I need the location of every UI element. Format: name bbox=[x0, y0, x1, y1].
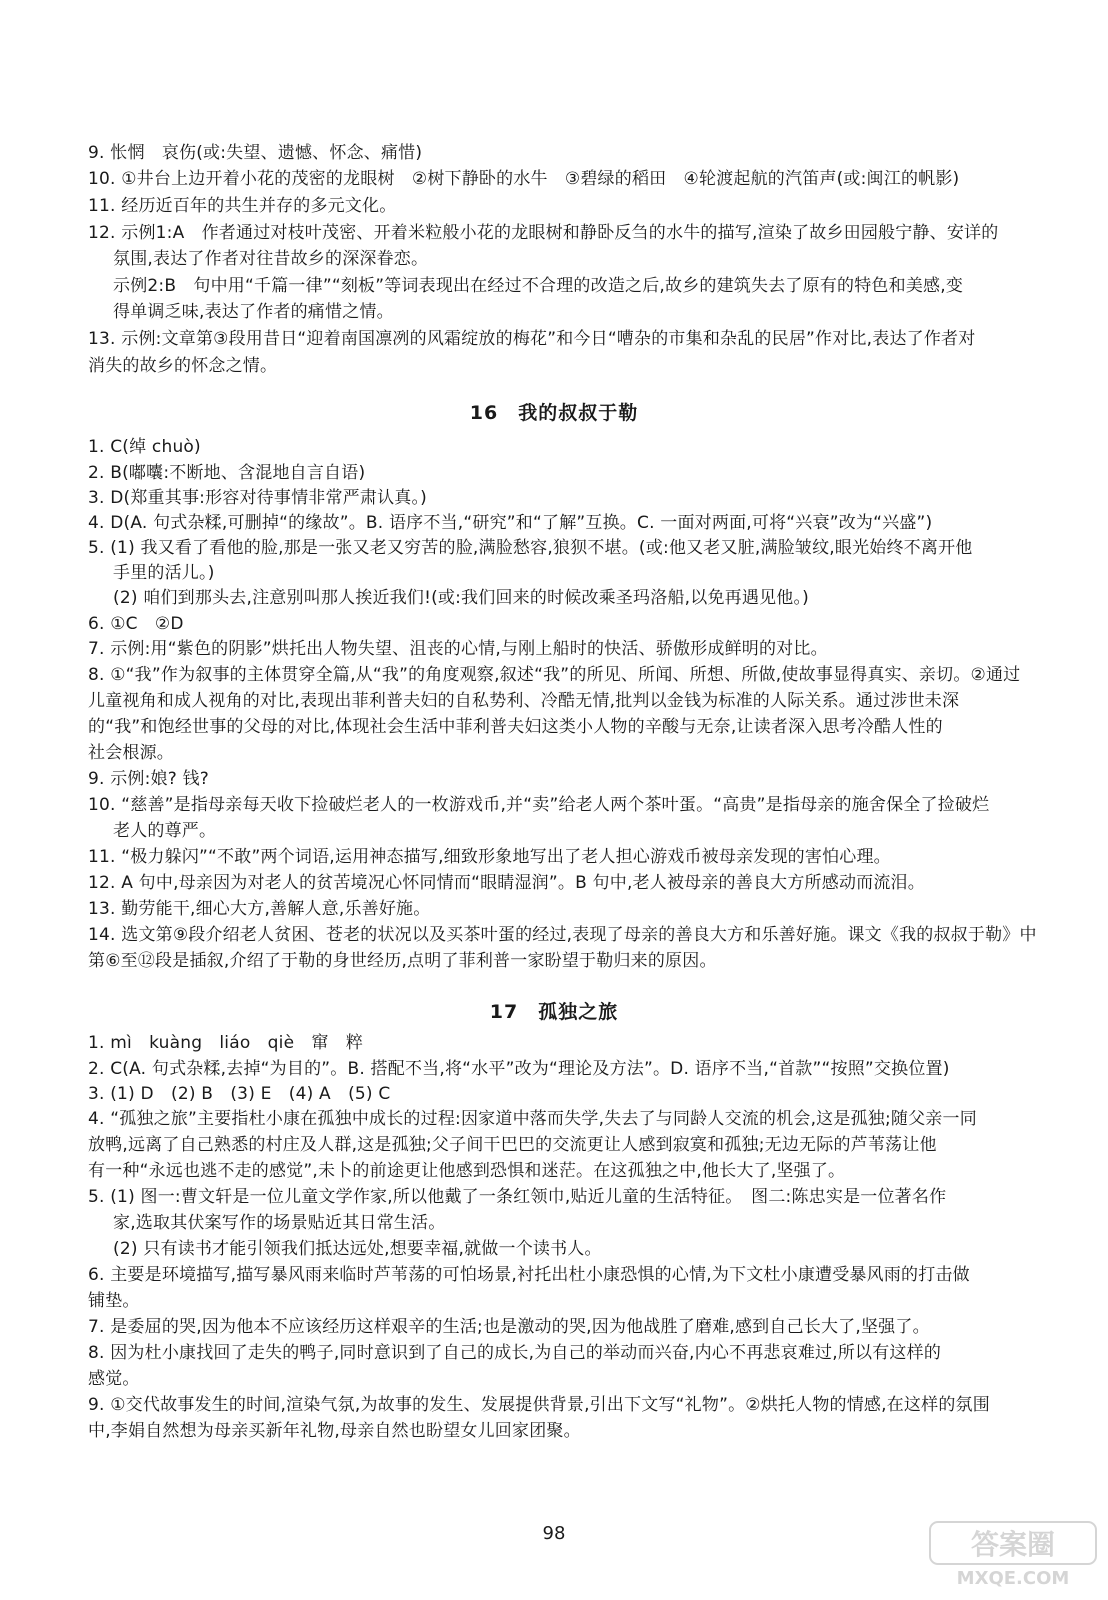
answer-line: 2. C(A. 句式杂糅,去掉“为目的”。B. 搭配不当,将“水平”改为“理论及方法”。D. 语序不当,“首款”“按照”交换位置) bbox=[88, 1059, 950, 1079]
answer-line: 9. ①交代故事发生的时间,渲染气氛,为故事的发生、发展提供背景,引出下文写“礼物”。②烘托人物的情感,在这样的氛围 bbox=[88, 1395, 990, 1415]
answer-line: 13. 勤劳能干,细心大方,善解人意,乐善好施。 bbox=[88, 899, 431, 919]
answer-line: 7. 是委屈的哭,因为他本不应该经历这样艰辛的生活;也是激动的哭,因为他战胜了磨难,感到自己长大了,坚强了。 bbox=[88, 1317, 930, 1337]
answer-line: 示例2:B 句中用“千篇一律”“刻板”等词表现出在经过不合理的改造之后,故乡的建筑失去了原有的特色和美感,变 bbox=[113, 276, 964, 296]
answer-line: 1. mì kuàng liáo qiè 窜 粹 bbox=[88, 1033, 364, 1053]
answer-line: 得单调乏味,表达了作者的痛惜之情。 bbox=[113, 302, 394, 322]
answer-line: 4. D(A. 句式杂糅,可删掉“的缘故”。B. 语序不当,“研究”和“了解”互换。C. 一面对两面,可将“兴衰”改为“兴盛”) bbox=[88, 513, 933, 533]
section-16-title: 16 我的叔叔于勒 bbox=[469, 402, 639, 424]
answer-line: 14. 选文第⑨段介绍老人贫困、苍老的状况以及买茶叶蛋的经过,表现了母亲的善良大方和乐善好施。课文《我的叔叔于勒》中 bbox=[88, 925, 1037, 945]
section-17-title: 17 孤独之旅 bbox=[489, 1001, 619, 1023]
answer-line: 1. C(绰 chuò) bbox=[88, 437, 201, 457]
answer-line: 4. “孤独之旅”主要指杜小康在孤独中成长的过程:因家道中落而失学,失去了与同龄人交流的机会,这是孤独;随父亲一同 bbox=[88, 1109, 977, 1129]
answer-line: 第⑥至⑫段是插叙,介绍了于勒的身世经历,点明了菲利普一家盼望于勒归来的原因。 bbox=[88, 951, 717, 971]
answer-line: 11. “极力躲闪”“不敢”两个词语,运用神态描写,细致形象地写出了老人担心游戏币被母亲发现的害怕心理。 bbox=[88, 847, 891, 867]
answer-line: 感觉。 bbox=[88, 1369, 140, 1389]
answer-line: 7. 示例:用“紫色的阴影”烘托出人物失望、沮丧的心情,与刚上船时的快活、骄傲形成鲜明的对比。 bbox=[88, 639, 828, 659]
page-number: 98 bbox=[542, 1523, 566, 1544]
answer-line: 家,选取其伏案写作的场景贴近其日常生活。 bbox=[113, 1213, 446, 1233]
answer-line: 手里的活儿。) bbox=[113, 563, 215, 583]
answer-line: 老人的尊严。 bbox=[113, 821, 217, 841]
answer-line: 2. B(嘟囔:不断地、含混地自言自语) bbox=[88, 463, 366, 483]
answer-line: 9. 示例:娘? 钱? bbox=[88, 769, 210, 789]
answer-line: 5. (1) 图一:曹文轩是一位儿童文学作家,所以他戴了一条红领巾,贴近儿童的生活特征。 图二:陈忠实是一位著名作 bbox=[88, 1187, 947, 1207]
answer-line: 9. 怅惘 哀伤(或:失望、遗憾、怀念、痛惜) bbox=[88, 143, 423, 163]
answer-line: 放鸭,远离了自己熟悉的村庄及人群,这是孤独;父子间干巴巴的交流更让人感到寂寞和孤独;无边无际的芦苇荡让他 bbox=[88, 1135, 937, 1155]
answer-line: 氛围,表达了作者对往昔故乡的深深眷恋。 bbox=[113, 249, 429, 269]
answer-line: 消失的故乡的怀念之情。 bbox=[88, 356, 278, 376]
answer-line: 儿童视角和成人视角的对比,表现出菲利普夫妇的自私势利、冷酷无情,批判以金钱为标准的人际关系。通过涉世未深 bbox=[88, 691, 960, 711]
answer-line: 12. 示例1:A 作者通过对枝叶茂密、开着米粒般小花的龙眼树和静卧反刍的水牛的描写,渲染了故乡田园般宁静、安详的 bbox=[88, 223, 999, 243]
answer-line: 6. ①C ②D bbox=[88, 614, 184, 634]
watermark-logo bbox=[928, 1518, 1098, 1590]
svg-text:MXQE.COM: MXQE.COM bbox=[956, 1568, 1070, 1589]
answer-line: 12. A 句中,母亲因为对老人的贫苦境况心怀同情而“眼睛湿润”。B 句中,老人被母亲的善良大方所感动而流泪。 bbox=[88, 873, 925, 893]
answer-line: (2) 咱们到那头去,注意别叫那人挨近我们!(或:我们回来的时候改乘圣玛洛船,以免再遇见他。) bbox=[113, 588, 809, 608]
answer-line: 的“我”和饱经世事的父母的对比,体现社会生活中菲利普夫妇这类小人物的辛酸与无奈,让读者深入思考冷酷人性的 bbox=[88, 717, 943, 737]
answer-line: 3. (1) D (2) B (3) E (4) A (5) C bbox=[88, 1084, 391, 1104]
answer-line: 11. 经历近百年的共生并存的多元文化。 bbox=[88, 196, 397, 216]
answer-line: 社会根源。 bbox=[88, 743, 174, 763]
answer-line: 铺垫。 bbox=[88, 1291, 140, 1311]
answer-line: (2) 只有读书才能引领我们抵达远处,想要幸福,就做一个读书人。 bbox=[113, 1239, 602, 1259]
svg-text:答案圈: 答案圈 bbox=[970, 1528, 1056, 1561]
answer-line: 10. ①井台上边开着小花的茂密的龙眼树 ②树下静卧的水牛 ③碧绿的稻田 ④轮渡起航的汽笛声(或:闽江的帆影) bbox=[88, 169, 960, 189]
answer-line: 6. 主要是环境描写,描写暴风雨来临时芦苇荡的可怕场景,衬托出杜小康恐惧的心情,为下文杜小康遭受暴风雨的打击做 bbox=[88, 1265, 970, 1285]
answer-line: 有一种“永远也逃不走的感觉”,未卜的前途更让他感到恐惧和迷茫。在这孤独之中,他长大了,坚强了。 bbox=[88, 1161, 846, 1181]
answer-line: 8. 因为杜小康找回了走失的鸭子,同时意识到了自己的成长,为自己的举动而兴奋,内心不再悲哀难过,所以有这样的 bbox=[88, 1343, 942, 1363]
answer-line: 中,李娟自然想为母亲买新年礼物,母亲自然也盼望女儿回家团聚。 bbox=[88, 1421, 581, 1441]
answer-line: 8. ①“我”作为叙事的主体贯穿全篇,从“我”的角度观察,叙述“我”的所见、所闻、所想、所做,使故事显得真实、亲切。②通过 bbox=[88, 665, 1021, 685]
answer-line: 5. (1) 我又看了看他的脸,那是一张又老又穷苦的脸,满脸愁容,狼狈不堪。(或:他又老又脏,满脸皱纹,眼光始终不离开他 bbox=[88, 538, 973, 558]
answer-line: 3. D(郑重其事:形容对待事情非常严肃认真。) bbox=[88, 488, 428, 508]
answer-line: 13. 示例:文章第③段用昔日“迎着南国凛冽的风霜绽放的梅花”和今日“嘈杂的市集和杂乱的民居”作对比,表达了作者对 bbox=[88, 329, 976, 349]
answer-line: 10. “慈善”是指母亲每天收下捡破烂老人的一枚游戏币,并“卖”给老人两个茶叶蛋。“高贵”是指母亲的施舍保全了捡破烂 bbox=[88, 795, 990, 815]
